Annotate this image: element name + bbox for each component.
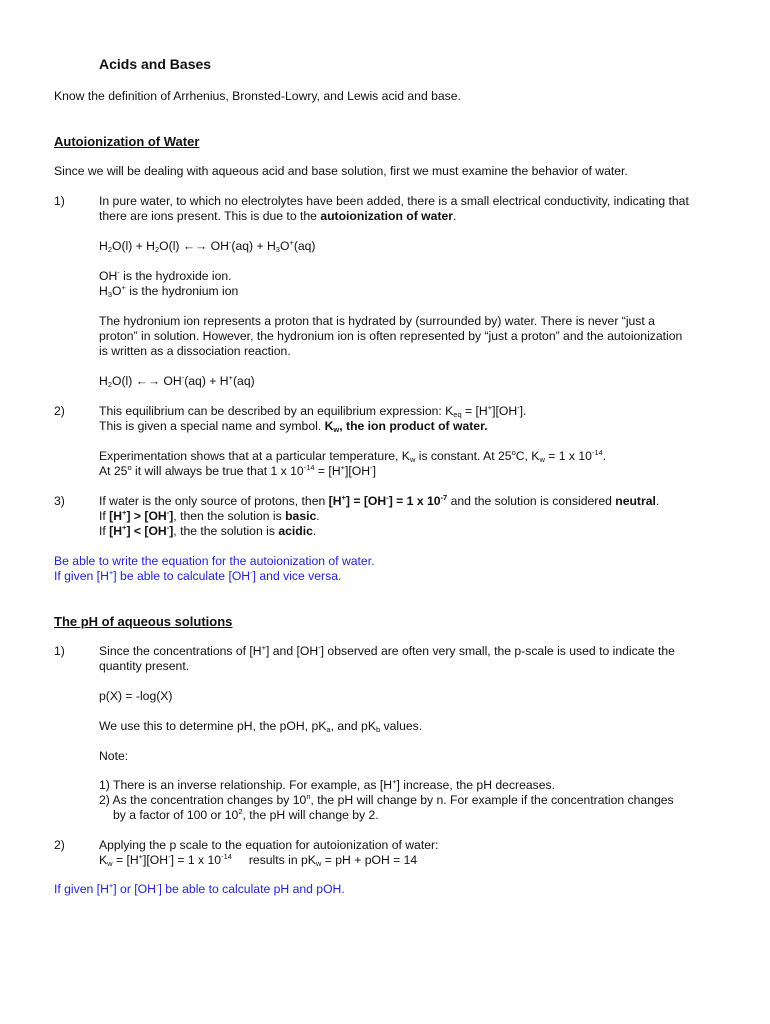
p-scale-formula: p(X) = -log(X): [99, 689, 173, 703]
list-number: 3): [54, 494, 65, 508]
list-number: 2): [54, 838, 65, 852]
study-note: Be able to write the equation for the autoionization of water.: [54, 554, 375, 568]
note-label: Note:: [99, 749, 129, 763]
list-item-text: In pure water, to which no electrolytes have been added, there is a small electrical conductivity, indicating that: [99, 194, 689, 208]
intro-text: Know the definition of Arrhenius, Bronsted-Lowry, and Lewis acid and base.: [54, 89, 461, 103]
list-item-text: Since the concentrations of [H+] and [OH-] observed are often very small, the p-scale is used to indicate the: [99, 643, 675, 658]
hydroxide-definition: OH- is the hydroxide ion.: [99, 268, 232, 283]
list-item-text: This equilibrium can be described by an equilibrium expression: $K_{eq} = [H^+][OH^-]$.: [99, 403, 527, 419]
list-item-text: $K_w = [H^+][OH^-] = 1$ x $10^{-14}$ results in $pK_w$ = pH + pOH = 14: [99, 852, 418, 868]
list-number: 1): [54, 644, 65, 658]
note-item: 1) There is an inverse relationship. For example, as [H+] increase, the pH decreases.: [99, 777, 556, 792]
list-number: 1): [54, 194, 65, 208]
equation-dissociation: $H_2O(l)$ ←→ OH-(aq) + H+(aq): [99, 373, 255, 389]
hydronium-definition: $H_3O^+$ is the hydronium ion: [99, 283, 239, 299]
section-heading-autoionization: Autoionization of Water: [54, 134, 200, 149]
list-item-text: there are ions present. This is due to the autoionization of water.: [99, 209, 457, 223]
list-item-text: quantity present.: [99, 659, 190, 673]
paragraph-line: proton” in solution. However, the hydronium ion is often represented by “just a proton” and the autoionization: [99, 329, 683, 343]
list-item-text: This is given a special name and symbol. $K_w$, the ion product of water.: [99, 419, 488, 434]
paragraph-line: is written as a dissociation reaction.: [99, 344, 291, 358]
list-number: 2): [54, 404, 65, 418]
section-lead: Since we will be dealing with aqueous acid and base solution, first we must examine the behavior of water.: [54, 164, 628, 178]
note-item: 2) As the concentration changes by 10$^n$, the pH will change by n. For example if the concentration changes: [99, 792, 674, 807]
list-item-text: If [H+] < [OH-], the the solution is acidic.: [99, 523, 317, 538]
list-item-text: At 25$^o$ it will always be true that 1 x $10^{-14} = [H^+][OH^-]$: [99, 463, 376, 478]
equation-autoionization: $H_2O(l) + H_2O(l)$ ←→ $OH^-(aq) + H_3O^+(aq)$: [99, 238, 316, 254]
list-item-text: We use this to determine pH, the pOH, $pK_a$, and $pK_b$ values.: [99, 719, 423, 734]
paragraph-line: The hydronium ion represents a proton that is hydrated by (surrounded by) water. There is never “just a: [99, 314, 655, 328]
study-note: If given [H+] or [OH-] be able to calculate pH and pOH.: [54, 881, 345, 896]
section-heading-ph: The pH of aqueous solutions: [54, 614, 233, 629]
note-item: by a factor of 100 or $10^2$, the pH will change by 2.: [113, 807, 379, 822]
list-item-text: If water is the only source of protons, then [H+] = [OH-] = 1 x $10^{-7}$ and the solution is considered neutral.: [99, 493, 660, 508]
page-title: Acids and Bases: [99, 56, 212, 72]
list-item-text: Applying the p scale to the equation for autoionization of water:: [99, 838, 439, 852]
list-item-text: Experimentation shows that at a particular temperature, $K_w$ is constant. At 25$^o$C, $K_w = 1$ x $10^{-14}$.: [99, 448, 607, 464]
list-item-text: If [H+] > [OH-], then the solution is basic.: [99, 508, 320, 523]
study-note: If given [H+] be able to calculate [OH-] and vice versa.: [54, 568, 342, 583]
